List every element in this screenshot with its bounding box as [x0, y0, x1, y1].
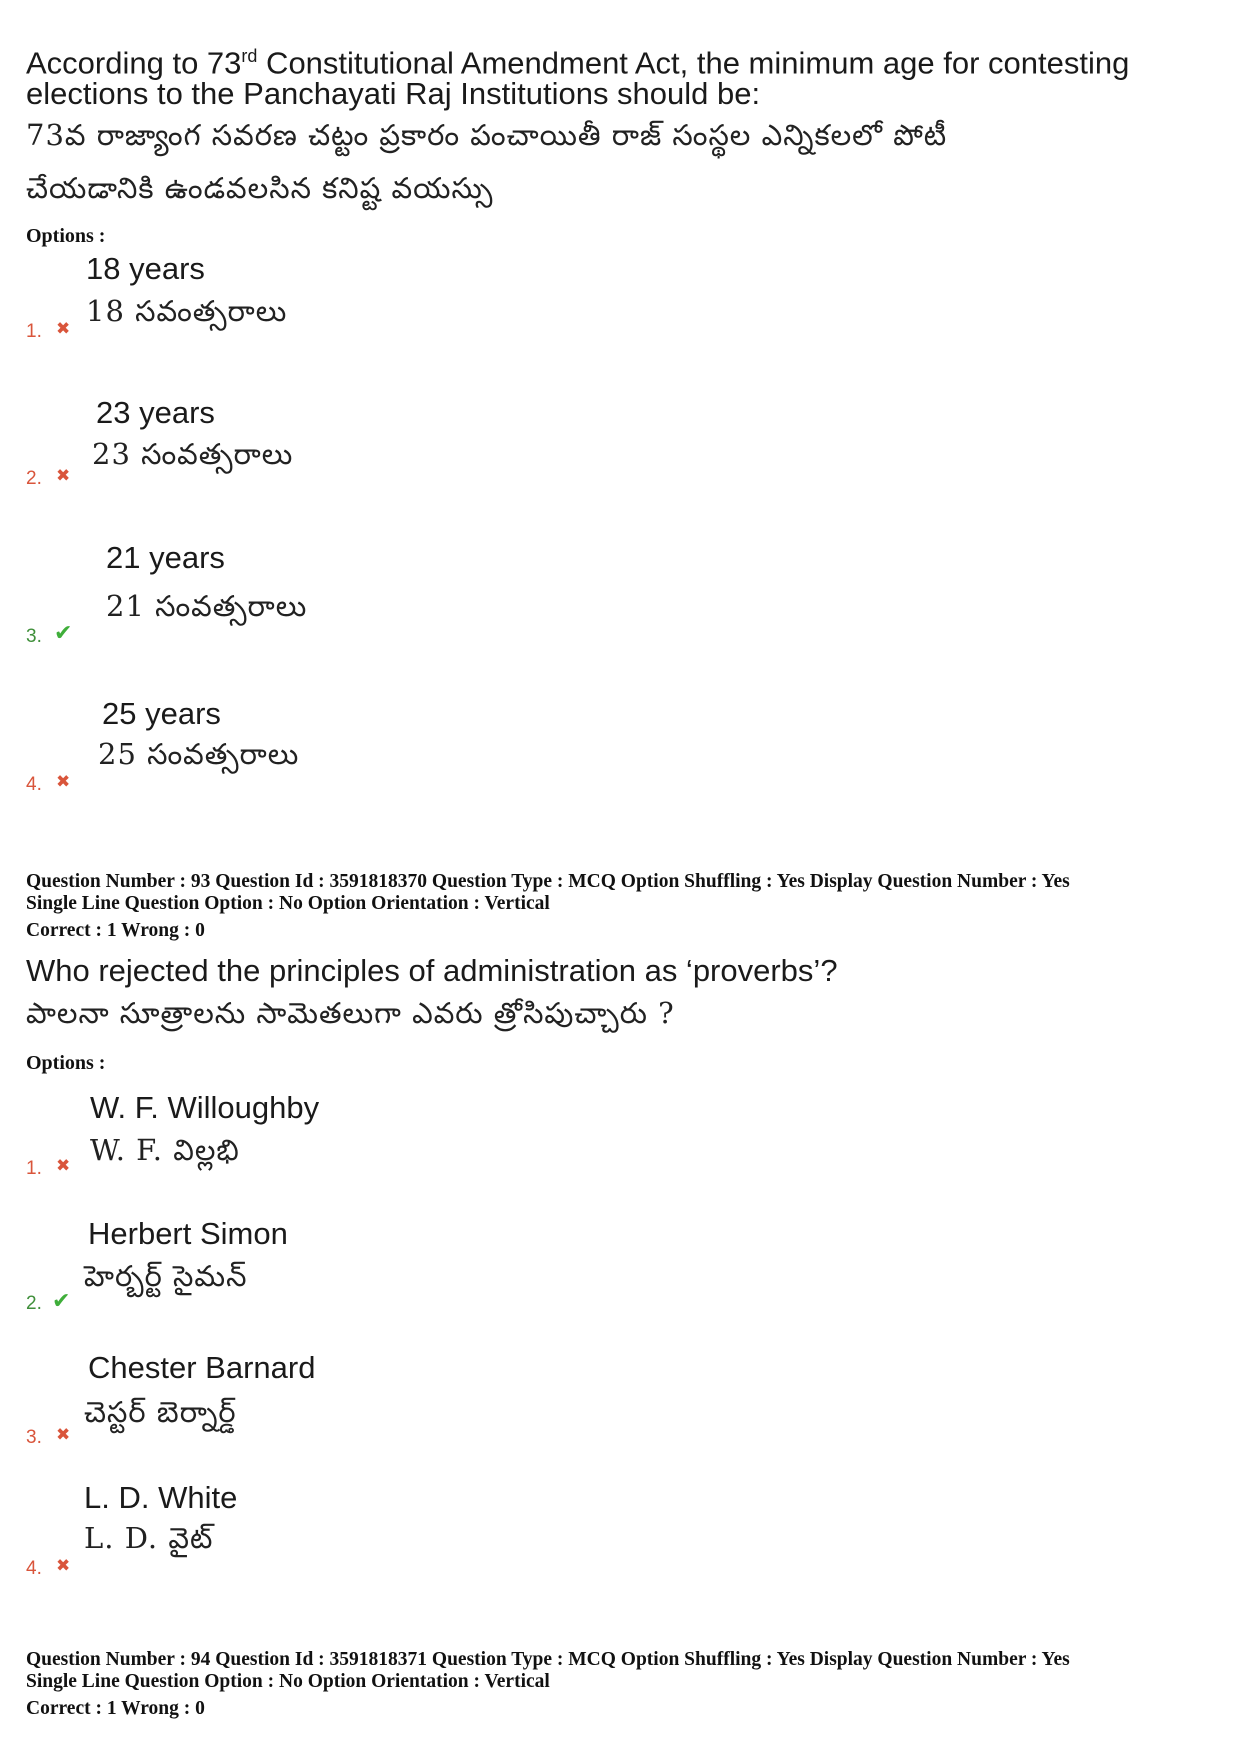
- option-4[interactable]: [0, 688, 400, 798]
- option-text-en: Chester Barnard: [88, 1350, 316, 1385]
- option-1[interactable]: [0, 245, 400, 345]
- question-92-text-line2: elections to the Panchayati Raj Institutions should be:: [26, 76, 761, 111]
- option-text-en: 21 years: [106, 540, 225, 575]
- option-text-te: హెర్బర్ట్ సైమన్: [84, 1259, 248, 1293]
- cross-mark-icon: ✖: [56, 319, 71, 338]
- option-number: 3.: [26, 626, 42, 647]
- option-number: 4.: [26, 1558, 42, 1579]
- option-4[interactable]: [0, 1472, 420, 1582]
- option-text-en: 25 years: [102, 696, 221, 731]
- question-94-meta-line3: Correct : 1 Wrong : 0: [26, 1698, 205, 1719]
- option-text-en: 23 years: [96, 395, 215, 430]
- question-92-telugu-line2: చేయడానికి ఉండవలసిన కనిష్ట వయస్సు: [26, 171, 494, 205]
- option-text-te: L. D. వైట్: [84, 1521, 214, 1555]
- option-number: 2.: [26, 1293, 42, 1314]
- question-94-meta-line2: Single Line Question Option : No Option Orientation : Vertical: [26, 1671, 550, 1692]
- cross-mark-icon: ✖: [56, 1425, 71, 1444]
- option-2[interactable]: [0, 1208, 420, 1318]
- question-93-meta-line1: Question Number : 93 Question Id : 3591818370 Question Type : MCQ Option Shuffling : Yes Display Question Number : Yes: [26, 871, 1070, 892]
- question-92-telugu-line1: 73వ రాజ్యాంగ సవరణ చట్టం ప్రకారం పంచాయితీ రాజ్ సంస్థల ఎన్నికలలో పోటీ: [26, 118, 948, 152]
- option-text-te: W. F. విల్లభి: [90, 1133, 240, 1167]
- option-number: 2.: [26, 468, 42, 489]
- question-94-meta-line1: Question Number : 94 Question Id : 3591818371 Question Type : MCQ Option Shuffling : Yes Display Question Number : Yes: [26, 1649, 1070, 1670]
- options-label: Options :: [26, 225, 106, 247]
- question-93-meta-line3: Correct : 1 Wrong : 0: [26, 920, 205, 941]
- cross-mark-icon: ✖: [56, 1156, 71, 1175]
- option-text-te: 18 సవంత్సరాలు: [86, 294, 288, 328]
- option-text-en: Herbert Simon: [88, 1216, 288, 1251]
- option-text-en: W. F. Willoughby: [90, 1090, 320, 1125]
- option-text-te: 21 సంవత్సరాలు: [106, 589, 308, 623]
- option-number: 3.: [26, 1427, 42, 1448]
- option-3[interactable]: [0, 1342, 420, 1452]
- option-text-en: 18 years: [86, 251, 205, 286]
- question-93-text: Who rejected the principles of administration as ‘proverbs’?: [26, 953, 838, 988]
- cross-mark-icon: ✖: [56, 1556, 71, 1575]
- question-92-text: According to 73rd Constitutional Amendment Act, the minimum age for contesting: [26, 45, 1130, 81]
- option-3[interactable]: [0, 532, 400, 647]
- check-mark-icon: ✔: [52, 1288, 71, 1313]
- option-text-te: 25 సంవత్సరాలు: [98, 737, 300, 771]
- option-text-te: 23 సంవత్సరాలు: [92, 437, 294, 471]
- option-number: 4.: [26, 774, 42, 795]
- option-text-te: చెస్టర్ బెర్నార్డ్: [84, 1395, 237, 1429]
- option-1[interactable]: [0, 1082, 420, 1182]
- question-93-telugu: పాలనా సూత్రాలను సామెతలుగా ఎవరు త్రోసిపుచ్చారు ?: [26, 996, 675, 1030]
- cross-mark-icon: ✖: [56, 466, 71, 485]
- option-number: 1.: [26, 321, 42, 342]
- option-2[interactable]: [0, 388, 400, 488]
- cross-mark-icon: ✖: [56, 772, 71, 791]
- option-number: 1.: [26, 1158, 42, 1179]
- option-text-en: L. D. White: [84, 1480, 238, 1515]
- check-mark-icon: ✔: [54, 620, 73, 645]
- options-label: Options :: [26, 1052, 106, 1074]
- question-93-meta-line2: Single Line Question Option : No Option Orientation : Vertical: [26, 893, 550, 914]
